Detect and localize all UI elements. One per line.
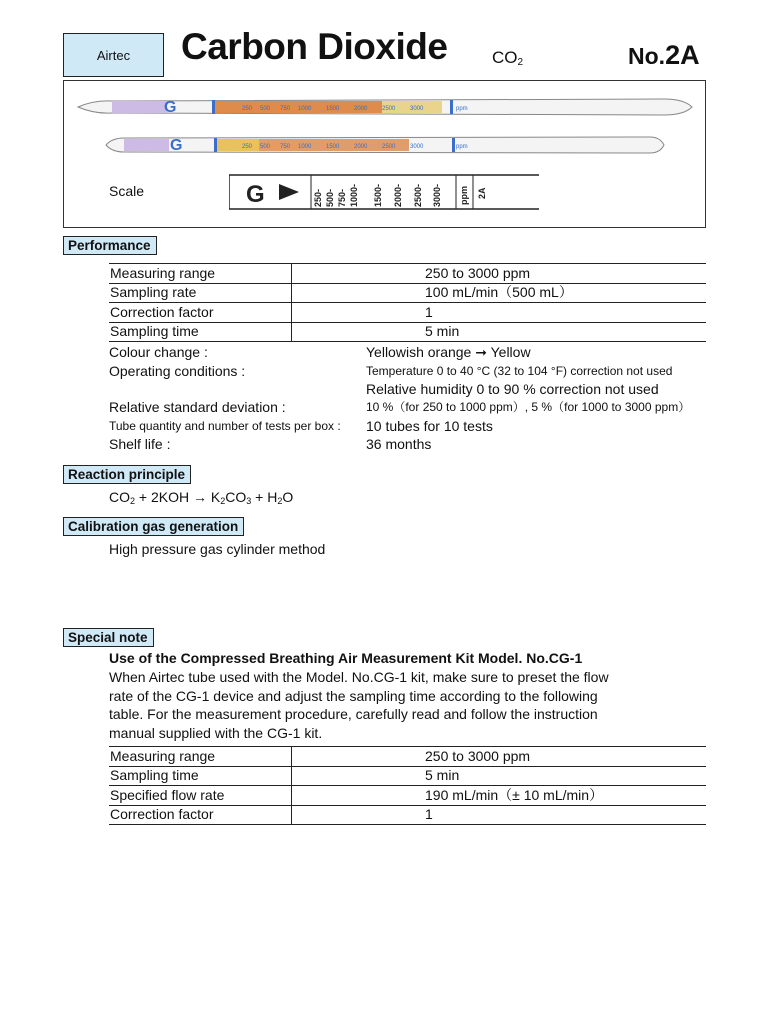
tube-number: No.2A (628, 40, 700, 70)
detector-tube-1 (78, 99, 692, 116)
scale-unit: ppm (459, 186, 469, 205)
operating-humidity: Relative humidity 0 to 90 % correction not used (366, 381, 659, 397)
performance-table (109, 263, 706, 342)
table-row: Correction factor 1 (109, 303, 706, 323)
rsd-label: Relative standard deviation : (109, 399, 286, 415)
rsd-value: 10 %（for 250 to 1000 ppm）, 5 %（for 1000 to 3000 ppm） (366, 400, 691, 414)
shelf-life-value: 36 months (366, 436, 432, 452)
page-title: Carbon Dioxide (181, 26, 448, 67)
svg-text:500: 500 (260, 106, 271, 112)
svg-text:250: 250 (242, 144, 253, 150)
table-row: Sampling rate 100 mL/min（500 mL） (109, 283, 706, 303)
svg-text:ppm: ppm (456, 106, 468, 112)
svg-text:2000: 2000 (354, 106, 368, 112)
colour-change-label: Colour change : (109, 344, 208, 360)
svg-text:2500: 2500 (382, 144, 396, 150)
scale-mark-label: 1500- (373, 183, 383, 207)
table-row: Sampling time 5 min (109, 322, 706, 342)
title-formula: $CO_2$ (492, 48, 524, 68)
calibration-text: High pressure gas cylinder method (109, 541, 326, 557)
scale-code: 2A (477, 187, 487, 199)
scale-mark-label: 2500- (413, 183, 423, 207)
calibration-heading: Calibration gas generation (63, 517, 244, 536)
scale-mark-label: 750- (337, 188, 347, 207)
cg1-table (109, 746, 706, 825)
svg-text:2000: 2000 (354, 144, 368, 150)
scale-mark-label: 500- (325, 188, 335, 207)
special-note-heading: Special note (63, 628, 154, 647)
reaction-heading: Reaction principle (63, 465, 191, 484)
scale-bar (229, 173, 541, 211)
svg-text:3000: 3000 (410, 144, 424, 150)
scale-mark-label: 250- (313, 188, 323, 207)
shelf-life-label: Shelf life : (109, 436, 171, 452)
svg-text:750: 750 (280, 144, 291, 150)
svg-text:2500: 2500 (382, 106, 396, 112)
table-row: Sampling time 5 min (109, 766, 706, 786)
table-row: Measuring range 250 to 3000 ppm (109, 264, 706, 284)
box-quantity-label: Tube quantity and number of tests per box : (109, 419, 341, 433)
scale-mark-label: 3000- (432, 183, 442, 207)
table-row: Specified flow rate 190 mL/min（± 10 mL/min） (109, 786, 706, 806)
operating-conditions-label: Operating conditions : (109, 363, 246, 379)
svg-text:G: G (170, 137, 183, 154)
table-row: Measuring range 250 to 3000 ppm (109, 747, 706, 767)
svg-text:G: G (164, 99, 177, 116)
svg-text:750: 750 (280, 106, 291, 112)
arrow-right-icon (279, 184, 299, 200)
brand-name: Airtec (96, 47, 131, 63)
svg-text:1000: 1000 (298, 144, 312, 150)
arrow-right-icon: → (192, 489, 207, 505)
scale-mark-label: 2000- (393, 183, 403, 207)
colour-change-value: Yellowish orange ➞ Yellow (366, 344, 531, 360)
svg-text:500: 500 (260, 144, 271, 150)
detector-tube-2 (106, 137, 664, 154)
svg-text:250: 250 (242, 106, 253, 112)
performance-heading: Performance (63, 236, 157, 255)
svg-text:1500: 1500 (326, 144, 340, 150)
g-logo-icon: G (246, 181, 265, 208)
operating-temperature: Temperature 0 to 40 °C (32 to 104 °F) correction not used (366, 364, 673, 378)
svg-text:3000: 3000 (410, 106, 424, 112)
table-row: Correction factor 1 (109, 805, 706, 825)
scale-label: Scale (109, 183, 145, 199)
svg-text:ppm: ppm (456, 144, 468, 150)
reaction-equation: $CO_2 + 2KOH \to K_2CO_3 + H_2O$ (109, 489, 294, 506)
box-quantity-value: 10 tubes for 10 tests (366, 418, 493, 434)
special-note-title: Use of the Compressed Breathing Air Measurement Kit Model. No.CG-1 (109, 650, 583, 666)
svg-text:1000: 1000 (298, 106, 312, 112)
svg-text:1500: 1500 (326, 106, 340, 112)
scale-mark-label: 1000- (349, 183, 359, 207)
brand-box (63, 33, 164, 77)
arrow-right-icon: ➞ (475, 344, 487, 360)
special-note-body: When Airtec tube used with the Model. No.CG-1 kit, make sure to preset the flow rate of the CG-1 device and adjust the sampling time according to the following table. For the measurement procedure, carefully read and follow the instruction manual supplied with the CG-1 kit. (109, 669, 609, 741)
